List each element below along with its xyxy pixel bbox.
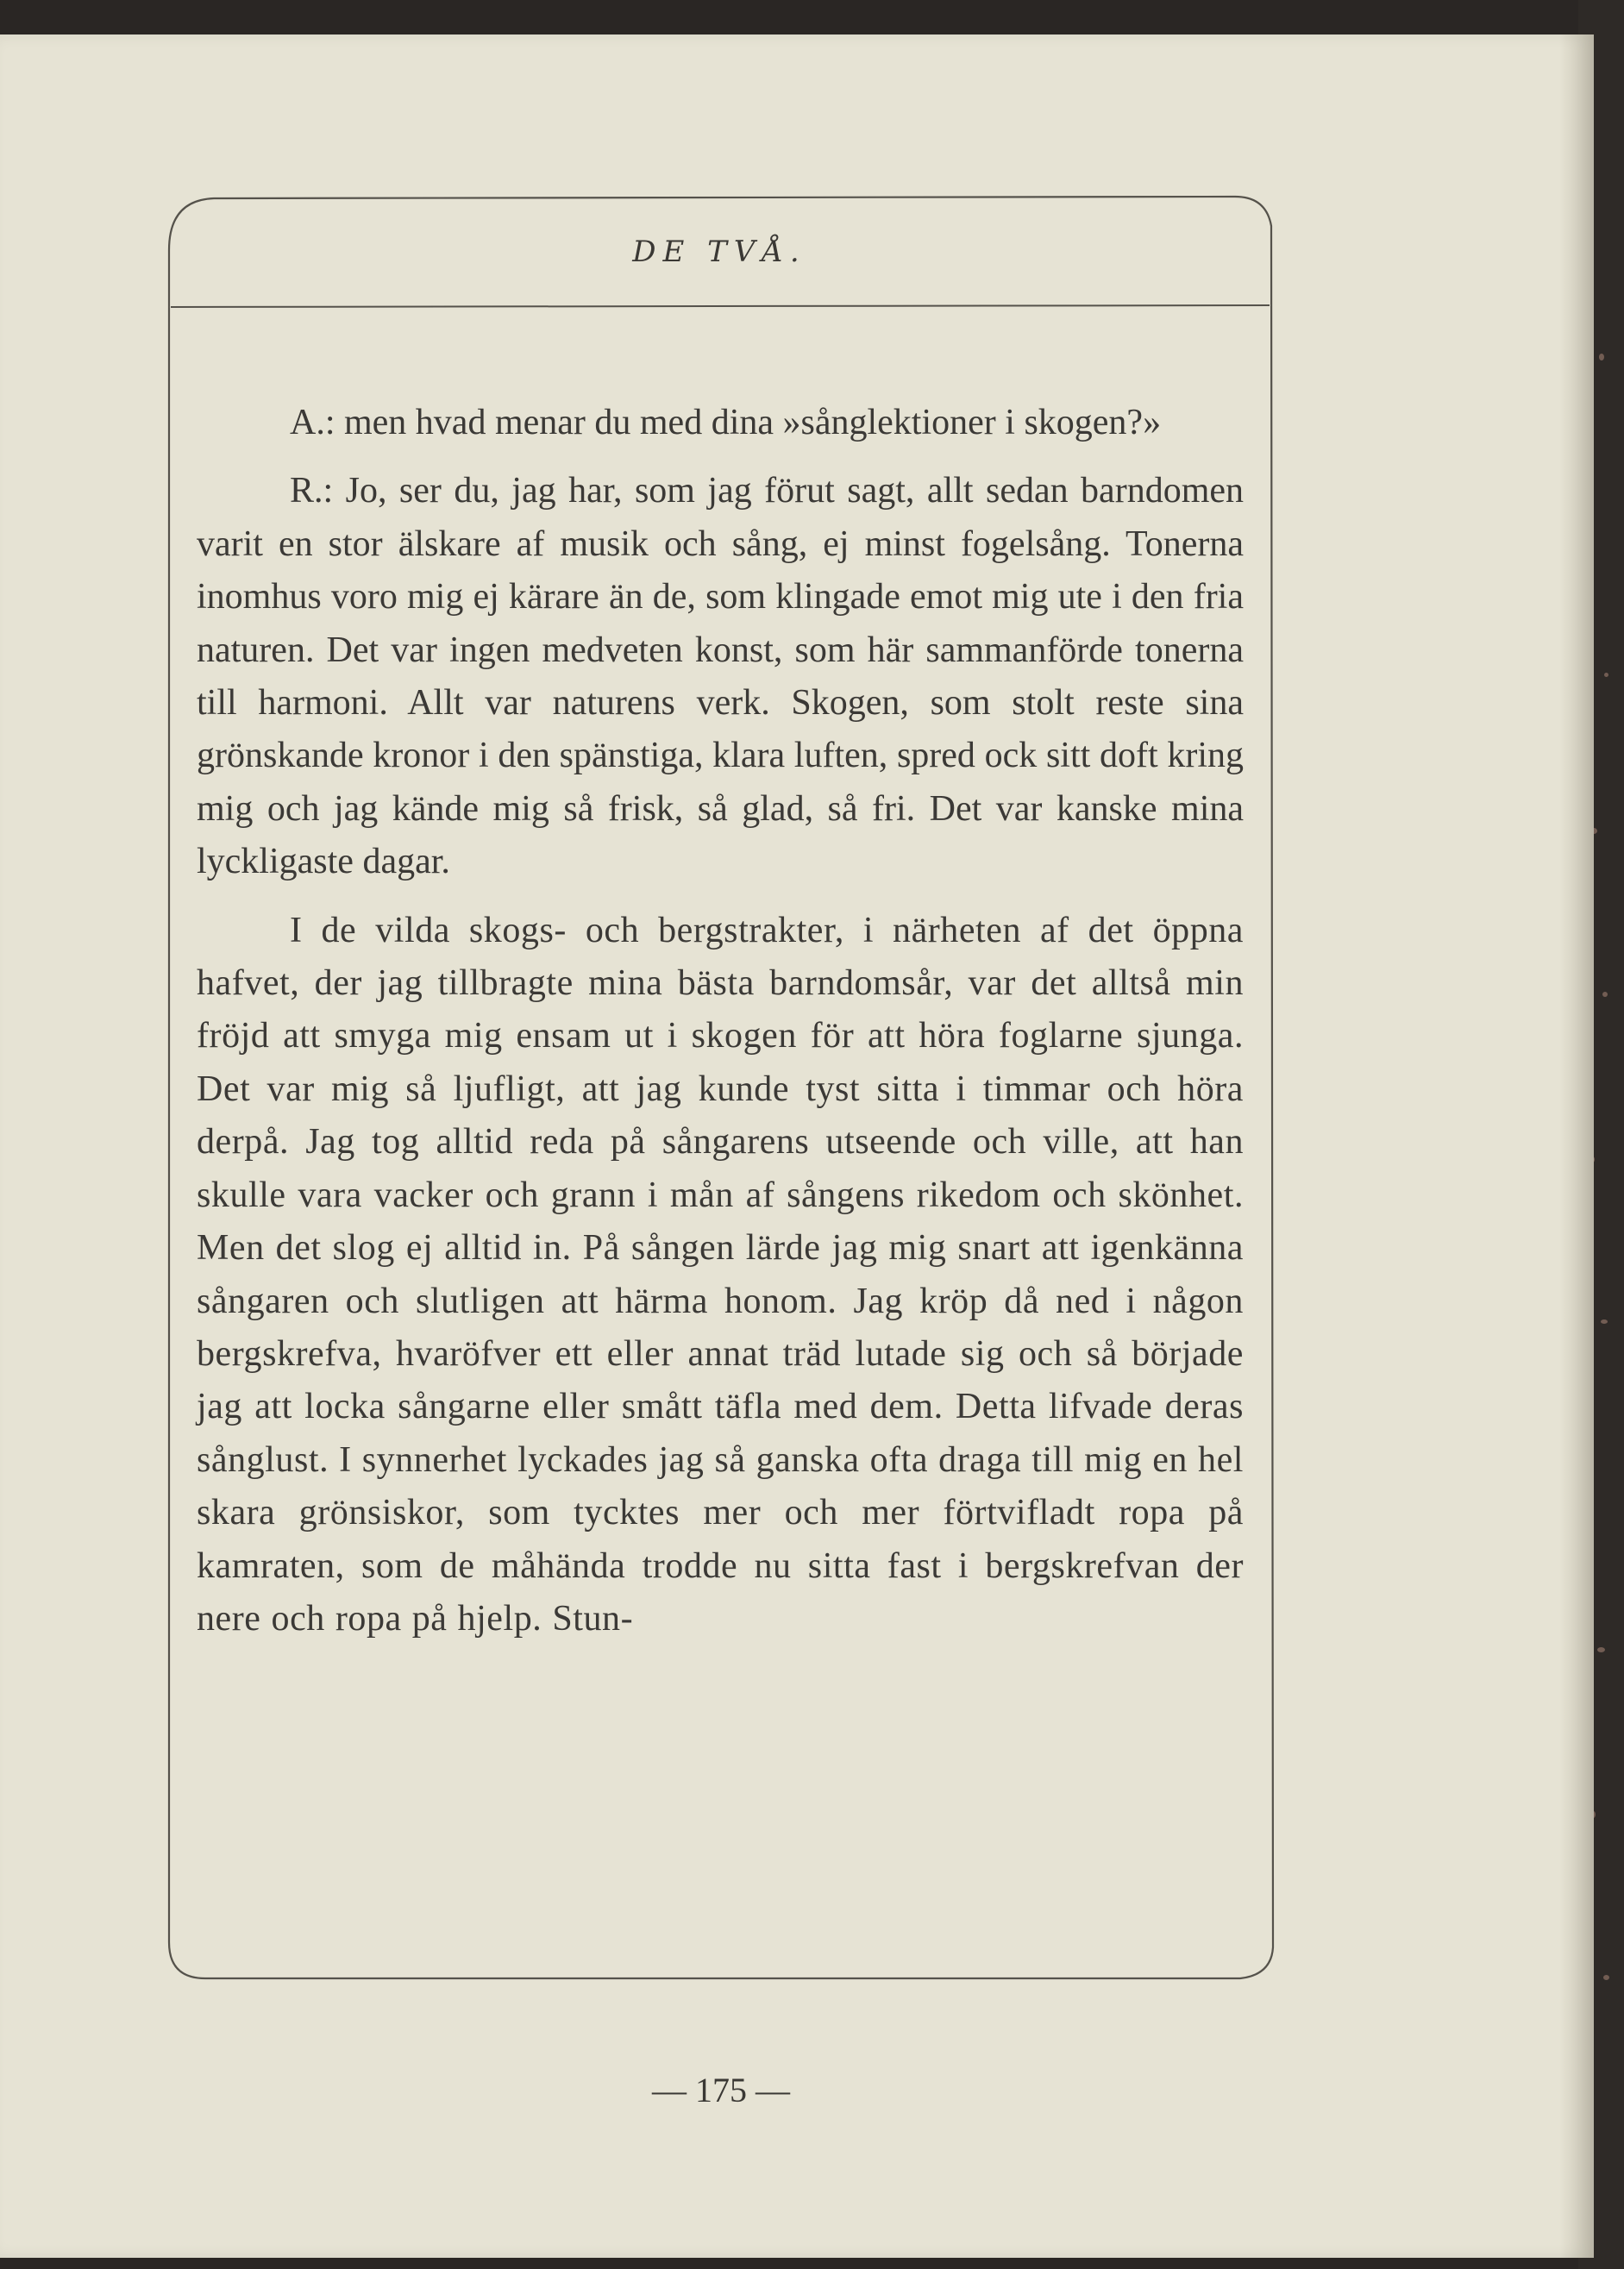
page-number: — 175 —	[652, 2071, 790, 2109]
page-body	[197, 397, 1244, 1645]
header-rule	[171, 305, 1270, 307]
paragraph: R.: Jo, ser du, jag har, som jag förut sagt, allt sedan barndomen varit en stor älskare af musik och sång, ej minst fogelsång. Tonerna inomhus voro mig ej kärare än de, som klingade emot mig ute i den fria naturen. Det var ingen medveten konst, som här sammanförde tonerna till harmoni. Allt var naturens verk. Skogen, som stolt reste sina grönskande kronor i den spänstiga, klara luften, spred ock sitt doft kring mig och jag kände mig så frisk, så glad, så fri. Det var kanske mina lyckligaste dagar.	[197, 471, 1244, 882]
paragraph: A.: men hvad menar du med dina »sånglektioner i skogen?»	[290, 403, 1162, 442]
running-head: DE TVÅ.	[632, 235, 806, 269]
paragraph: I de vilda skogs- och bergstrakter, i närheten af det öppna hafvet, der jag tillbragte mina bästa barndomsår, var det alltså min fröjd att smyga mig ensam ut i skogen för att höra foglarne sjunga. Det var mig så ljufligt, att jag kunde tyst sitta i timmar och höra derpå. Jag tog alltid reda på sångarens utseende och ville, att han skulle vara vacker och grann i mån af sångens rikedom och skönhet. Men det slog ej alltid in. På sången lärde jag mig snart att igenkänna sångaren och slutligen att härma honom. Jag kröp då ned i någon bergskrefva, hvaröfver ett eller annat träd lutade sig och så började jag att locka sångarne eller smått täfla med dem. Detta lifvade deras sånglust. I synnerhet lyckades jag så ganska ofta draga till mig en hel skara grönsiskor, som tycktes mer och mer förtvifladt ropa på kamraten, som de måhända trodde nu sitta fast i bergskrefvan der nere och ropa på hjelp. Stun-	[197, 910, 1244, 1639]
